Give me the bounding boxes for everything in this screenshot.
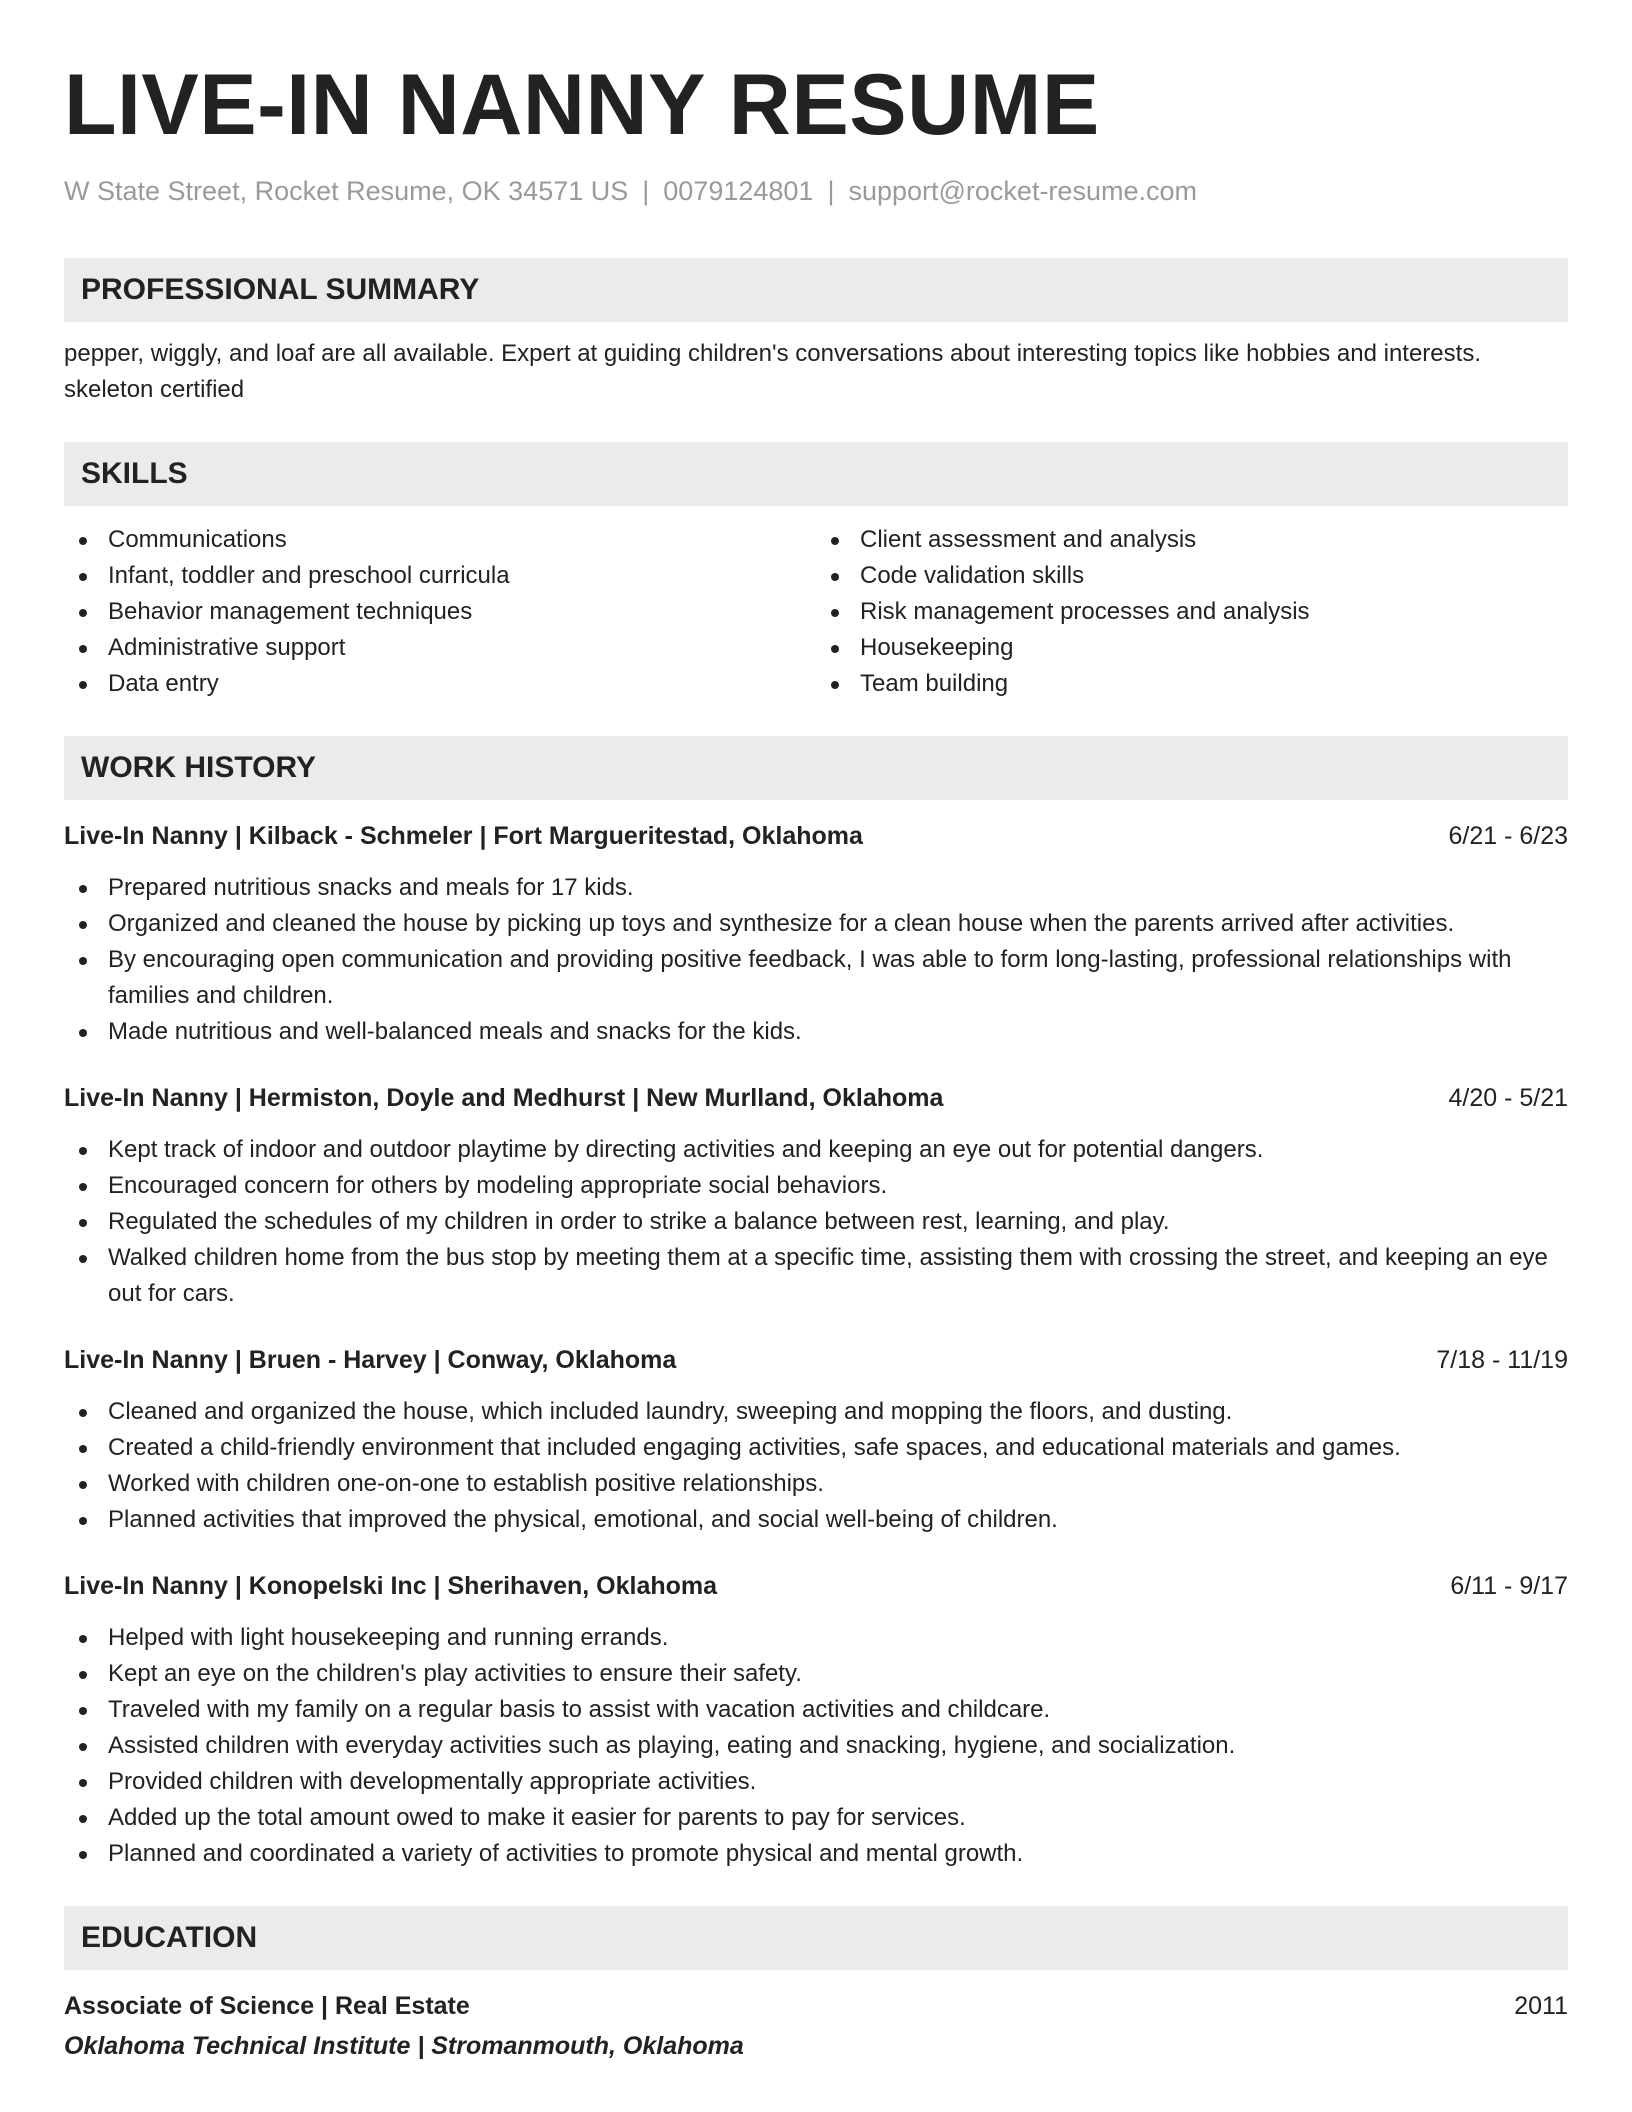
job-title: Live-In Nanny | Konopelski Inc | Sherihaven, Oklahoma xyxy=(64,1572,718,1600)
job-entry xyxy=(64,1342,1568,1538)
summary-text: pepper, wiggly, and loaf are all available. Expert at guiding children's conversations about interesting topics like hobbies and interests. skeleton certified xyxy=(64,340,1481,403)
job-bullet: Planned and coordinated a variety of activities to promote physical and mental growth. xyxy=(64,1836,1568,1872)
job-bullet: Helped with light housekeeping and running errands. xyxy=(64,1620,1568,1656)
skill-item: Data entry xyxy=(64,666,816,702)
job-bullet: Walked children home from the bus stop by meeting them at a specific time, assisting them with crossing the street, and keeping an eye out for cars. xyxy=(64,1240,1568,1312)
job-bullets xyxy=(64,1394,1568,1538)
job-dates: 4/20 - 5/21 xyxy=(1448,1084,1568,1112)
job-bullet: Provided children with developmentally appropriate activities. xyxy=(64,1764,1568,1800)
skill-item: Risk management processes and analysis xyxy=(816,594,1568,630)
job-entry xyxy=(64,818,1568,1050)
skills-heading: SKILLS xyxy=(64,442,1568,506)
skills-grid xyxy=(64,522,1568,702)
job-header xyxy=(64,1080,1568,1116)
education-degree: Associate of Science | Real Estate xyxy=(64,1992,470,2020)
job-header xyxy=(64,818,1568,854)
job-bullet: Regulated the schedules of my children in order to strike a balance between rest, learning, and play. xyxy=(64,1204,1568,1240)
skills-section xyxy=(64,442,1568,702)
job-bullets xyxy=(64,1132,1568,1312)
skill-item: Code validation skills xyxy=(816,558,1568,594)
job-dates: 7/18 - 11/19 xyxy=(1436,1346,1568,1374)
skills-column-left xyxy=(64,522,816,702)
skill-item: Team building xyxy=(816,666,1568,702)
job-bullet: Created a child-friendly environment that included engaging activities, safe spaces, and educational materials and games. xyxy=(64,1430,1568,1466)
job-bullets xyxy=(64,1620,1568,1872)
job-title: Live-In Nanny | Bruen - Harvey | Conway, Oklahoma xyxy=(64,1346,677,1374)
education-section xyxy=(64,1906,1568,2064)
job-dates: 6/21 - 6/23 xyxy=(1448,822,1568,850)
contact-separator: | xyxy=(827,176,835,206)
skill-item: Behavior management techniques xyxy=(64,594,816,630)
job-title: Live-In Nanny | Kilback - Schmeler | Fort Margueritestad, Oklahoma xyxy=(64,822,863,850)
skill-item: Client assessment and analysis xyxy=(816,522,1568,558)
contact-email: support@rocket-resume.com xyxy=(848,176,1197,206)
education-year: 2011 xyxy=(1514,1992,1568,2020)
job-header xyxy=(64,1342,1568,1378)
work-history-heading: WORK HISTORY xyxy=(64,736,1568,800)
job-bullet: By encouraging open communication and providing positive feedback, I was able to form long-lasting, professional relationships with families and children. xyxy=(64,942,1568,1014)
summary-heading: PROFESSIONAL SUMMARY xyxy=(64,258,1568,322)
resume-title: LIVE-IN NANNY RESUME xyxy=(64,57,1100,153)
work-history-section xyxy=(64,736,1568,1872)
job-bullet: Worked with children one-on-one to establish positive relationships. xyxy=(64,1466,1568,1502)
contact-address: W State Street, Rocket Resume, OK 34571 US xyxy=(64,176,629,206)
job-bullet: Added up the total amount owed to make it easier for parents to pay for services. xyxy=(64,1800,1568,1836)
job-bullet: Kept track of indoor and outdoor playtime by directing activities and keeping an eye out for potential dangers. xyxy=(64,1132,1568,1168)
education-header xyxy=(64,1988,1568,2024)
job-bullet: Prepared nutritious snacks and meals for 17 kids. xyxy=(64,870,1568,906)
job-header xyxy=(64,1568,1568,1604)
education-school: Oklahoma Technical Institute | Stromanmouth, Oklahoma xyxy=(64,2032,744,2060)
job-bullet: Encouraged concern for others by modeling appropriate social behaviors. xyxy=(64,1168,1568,1204)
job-entry xyxy=(64,1568,1568,1872)
job-title: Live-In Nanny | Hermiston, Doyle and Medhurst | New Murlland, Oklahoma xyxy=(64,1084,944,1112)
job-bullet: Traveled with my family on a regular basis to assist with vacation activities and childcare. xyxy=(64,1692,1568,1728)
skill-item: Housekeeping xyxy=(816,630,1568,666)
job-bullet: Assisted children with everyday activities such as playing, eating and snacking, hygiene, and socialization. xyxy=(64,1728,1568,1764)
job-bullet: Organized and cleaned the house by picking up toys and synthesize for a clean house when the parents arrived after activities. xyxy=(64,906,1568,942)
contact-line xyxy=(64,174,1568,208)
job-bullet: Kept an eye on the children's play activities to ensure their safety. xyxy=(64,1656,1568,1692)
education-heading: EDUCATION xyxy=(64,1906,1568,1970)
job-bullet: Made nutritious and well-balanced meals and snacks for the kids. xyxy=(64,1014,1568,1050)
contact-phone: 0079124801 xyxy=(663,176,814,206)
job-bullet: Cleaned and organized the house, which included laundry, sweeping and mopping the floors, and dusting. xyxy=(64,1394,1568,1430)
summary-section xyxy=(64,258,1568,408)
skill-item: Infant, toddler and preschool curricula xyxy=(64,558,816,594)
contact-separator: | xyxy=(642,176,650,206)
education-entry xyxy=(64,1988,1568,2064)
skills-column-right xyxy=(816,522,1568,702)
job-dates: 6/11 - 9/17 xyxy=(1450,1572,1568,1600)
job-entry xyxy=(64,1080,1568,1312)
job-bullets xyxy=(64,870,1568,1050)
skill-item: Communications xyxy=(64,522,816,558)
skill-item: Administrative support xyxy=(64,630,816,666)
job-bullet: Planned activities that improved the physical, emotional, and social well-being of children. xyxy=(64,1502,1568,1538)
